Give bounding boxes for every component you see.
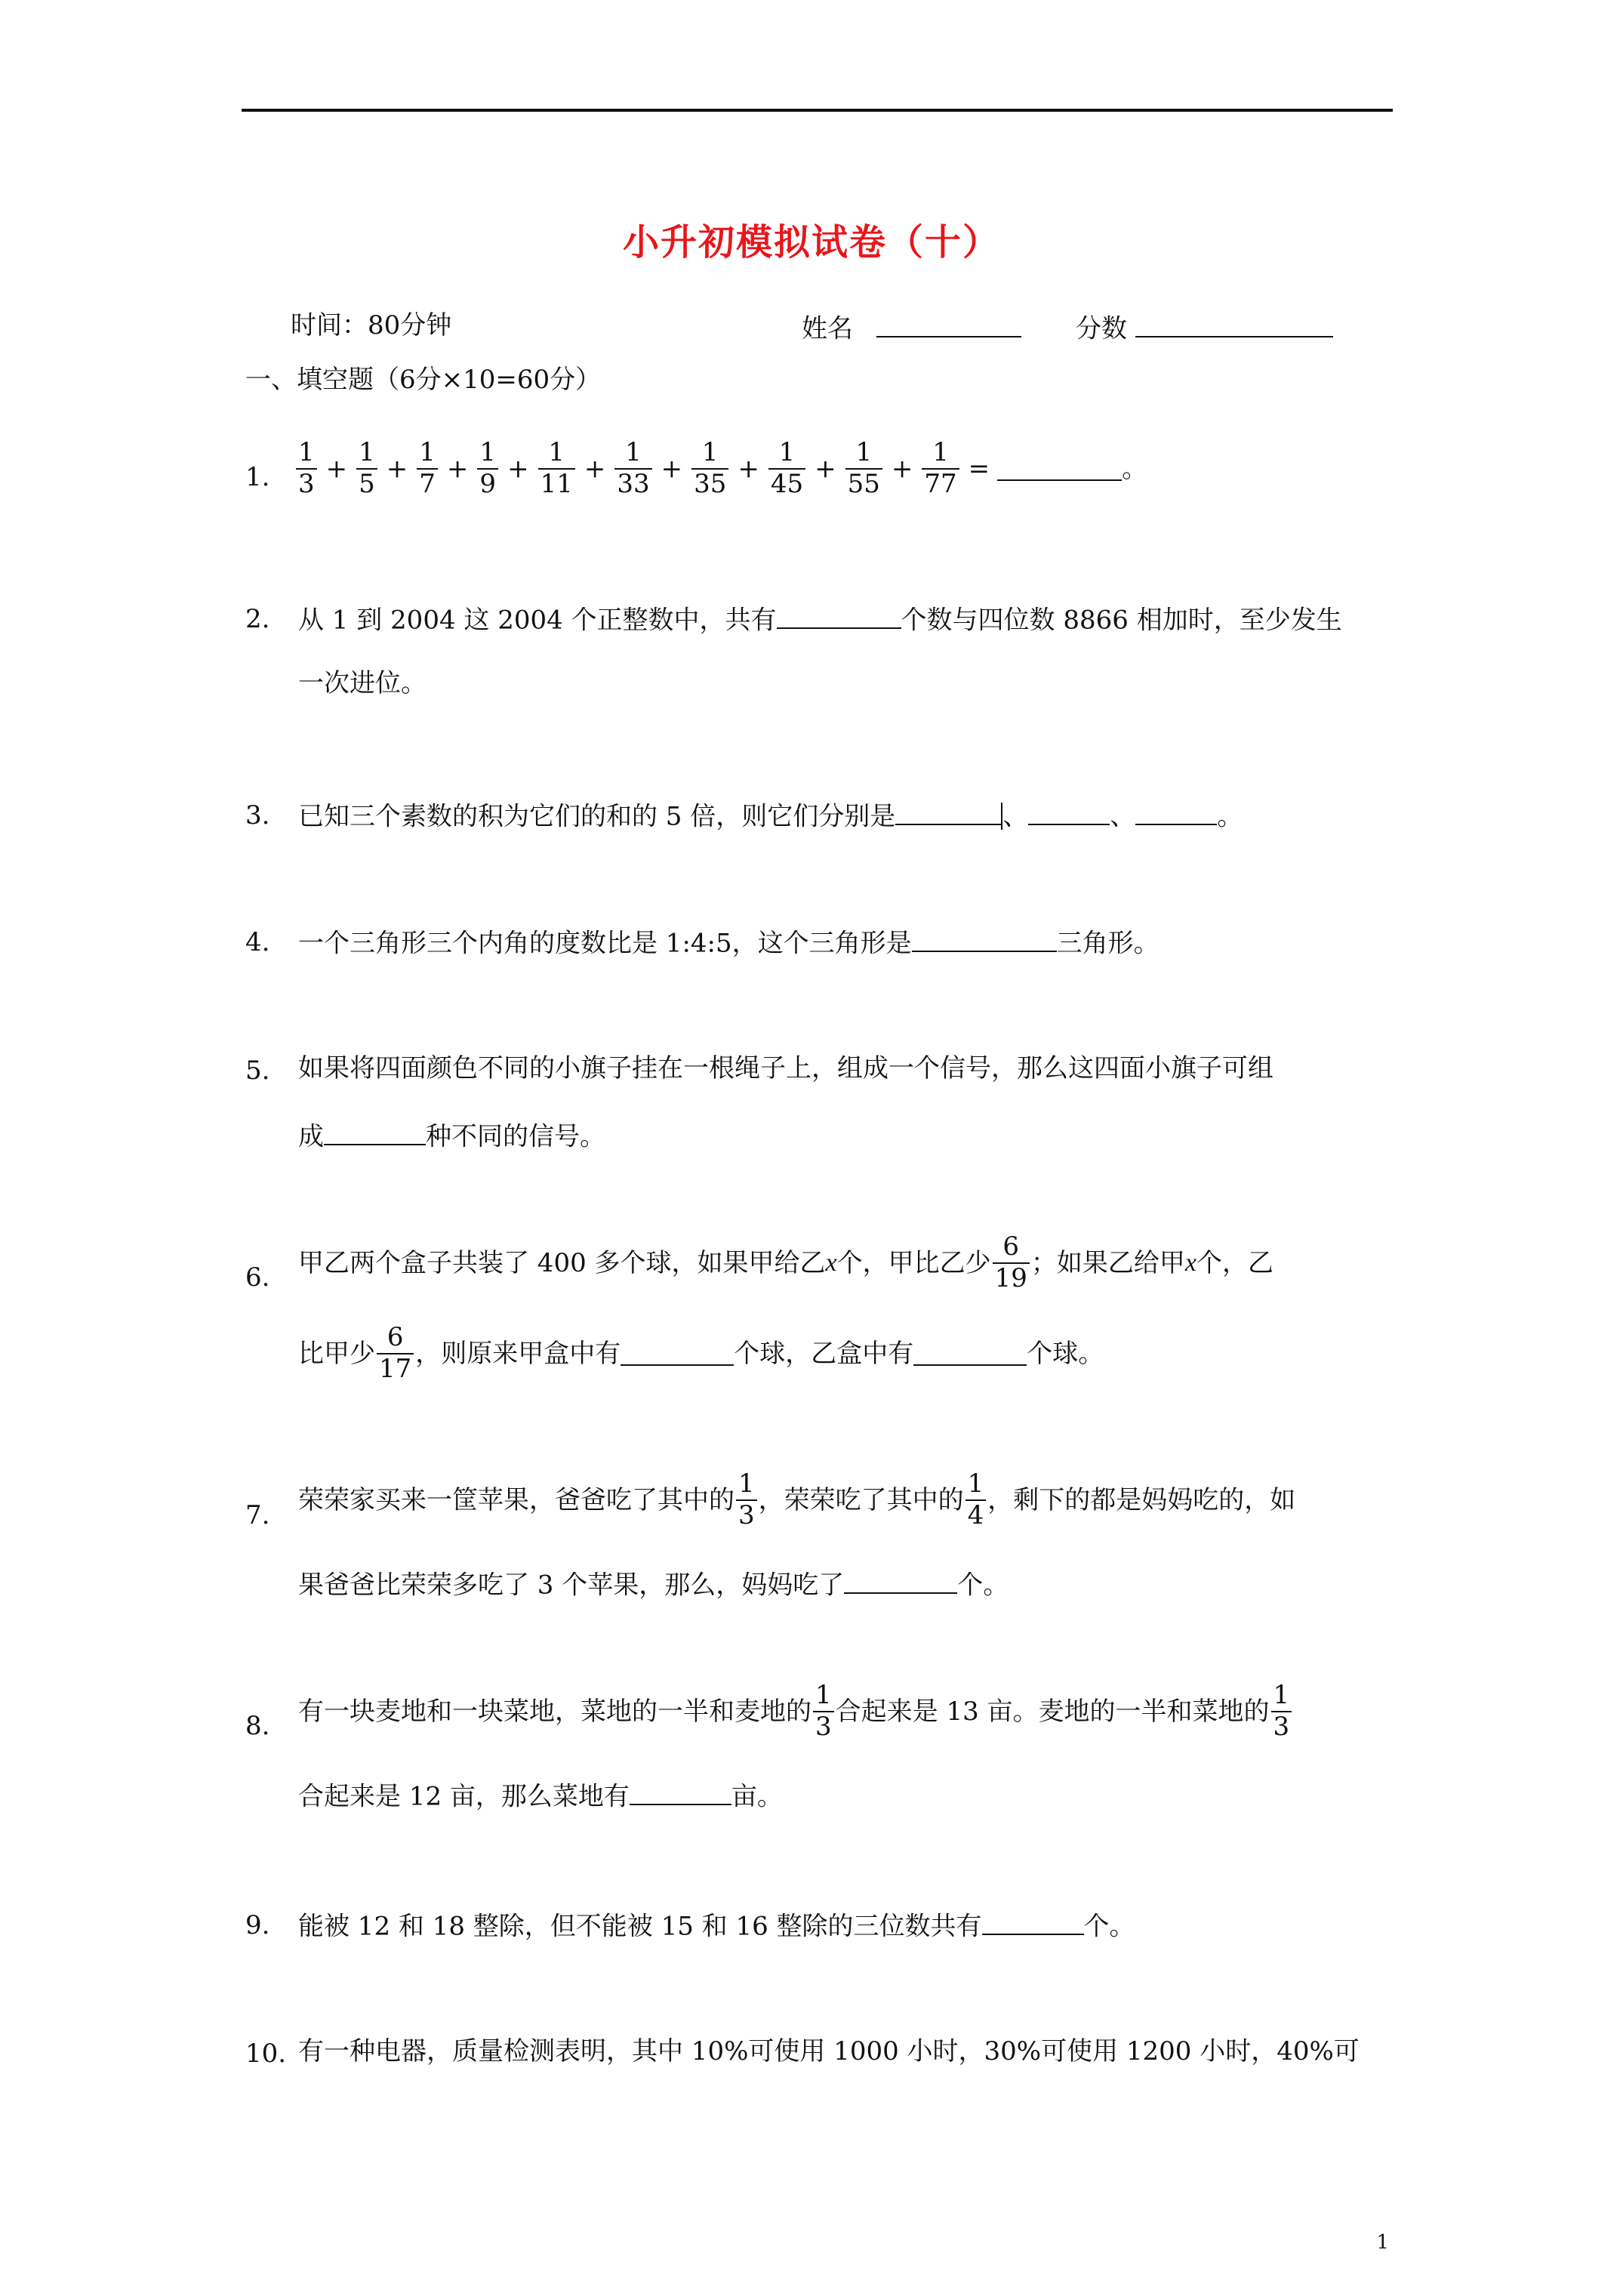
q1-fraction-2: $\frac{1}{5}$	[356, 439, 377, 498]
plus-sign: +	[891, 453, 913, 484]
q3-blank-1	[895, 800, 1001, 825]
q1-fraction-4: $\frac{1}{9}$	[477, 439, 498, 498]
top-rule	[242, 109, 1393, 112]
q6-text-a: 甲乙两个盒子共装了 400 多个球，如果甲给乙	[298, 1248, 826, 1278]
q4-number: 4.	[245, 927, 270, 957]
q8-line2	[298, 1780, 783, 1810]
q4-line	[298, 927, 1160, 957]
q8-line1	[298, 1678, 1293, 1746]
equals-sign: =	[968, 453, 990, 484]
q6-number: 6.	[245, 1262, 270, 1293]
q1-fraction-6: $\frac{1}{33}$	[614, 439, 651, 498]
q7-text-a: 荣荣家买来一筐苹果，爸爸吃了其中的	[298, 1485, 735, 1515]
plus-sign: +	[386, 453, 408, 484]
q6-text-i: 个球。	[1027, 1339, 1104, 1369]
q1-fraction-3: $\frac{1}{7}$	[417, 439, 438, 498]
q3-sep-2: 、	[1110, 801, 1136, 832]
q2-blank	[777, 604, 901, 629]
q7-line2	[298, 1569, 1009, 1601]
plus-sign: +	[661, 453, 683, 484]
q6-text-e: 比甲少	[298, 1339, 375, 1369]
q2-line2: 一次进位。	[298, 668, 427, 698]
q3-blank-3	[1135, 800, 1217, 825]
q8-text-c: 合起来是 12 亩，那么菜地有	[298, 1781, 630, 1812]
q5-text-b: 成	[298, 1121, 324, 1152]
q5-line2	[298, 1120, 605, 1150]
q8-number: 8.	[245, 1711, 270, 1741]
q1-fraction-10: $\frac{1}{77}$	[922, 439, 959, 498]
q5-number: 5.	[245, 1056, 270, 1086]
q9-number: 9.	[245, 1910, 270, 1940]
q10-number: 10.	[245, 2039, 287, 2069]
q8-blank	[630, 1780, 731, 1805]
q6-fraction-1: $\frac{6}{19}$	[993, 1234, 1030, 1292]
q6-text-b: 个，甲比乙少	[836, 1248, 991, 1278]
q6-text-g: ，则原来甲盒中有	[415, 1339, 621, 1369]
q1-fraction-9: $\frac{1}{55}$	[845, 439, 882, 498]
q6-blank-2	[913, 1342, 1027, 1367]
q7-text-b: ，荣荣吃了其中的	[758, 1485, 964, 1515]
section-heading: 一、填空题（6分×10=60分）	[245, 365, 602, 395]
q5-blank	[324, 1120, 426, 1145]
q3-number: 3.	[245, 800, 270, 831]
q4-text-a: 一个三角形三个内角的度数比是 1:4:5，这个三角形是	[298, 928, 912, 959]
q3-blank-2	[1028, 800, 1110, 825]
page-title: 小升初模拟试卷（十）	[622, 221, 1000, 264]
q3-tail: 。	[1217, 801, 1243, 832]
q7-number: 7.	[245, 1500, 270, 1530]
time-label: 时间：80分钟	[291, 310, 452, 341]
q1-fraction-1: $\frac{1}{3}$	[296, 439, 317, 498]
q7-line1	[298, 1466, 1295, 1534]
q6-text-c: ；如果乙给甲	[1030, 1248, 1185, 1278]
q7-text-c: ，剩下的都是妈妈吃的，如	[987, 1485, 1296, 1515]
name-field	[802, 313, 1021, 342]
name-label: 姓名	[802, 313, 853, 344]
q6-var-x: x	[825, 1249, 837, 1277]
q9-blank	[982, 1910, 1084, 1935]
q6-var-x2: x	[1184, 1249, 1196, 1277]
q1-number: 1.	[245, 462, 270, 492]
q1-blank	[997, 456, 1122, 481]
q8-text-d: 亩。	[731, 1781, 783, 1812]
q2-text-b: 个数与四位数 8866 相加时，至少发生	[901, 605, 1342, 636]
q4-blank	[912, 927, 1057, 952]
score-blank	[1135, 313, 1333, 337]
q8-text-a: 有一块麦地和一块菜地，菜地的一半和麦地的	[298, 1697, 812, 1727]
q7-text-d: 果爸爸比荣荣多吃了 3 个苹果，那么，妈妈吃了	[298, 1570, 845, 1601]
q1-tail: 。	[1122, 453, 1148, 484]
q6-line1	[298, 1229, 1273, 1297]
q8-text-b: 合起来是 13 亩。麦地的一半和菜地的	[835, 1697, 1270, 1727]
q6-line2	[298, 1320, 1104, 1388]
plus-sign: +	[738, 453, 759, 484]
q2-line1	[298, 604, 1342, 636]
q6-text-h: 个球，乙盒中有	[734, 1339, 914, 1369]
q1-expression	[294, 439, 1147, 498]
q1-fraction-7: $\frac{1}{35}$	[691, 439, 728, 498]
q5-line1: 如果将四面颜色不同的小旗子挂在一根绳子上，组成一个信号，那么这四面小旗子可组	[298, 1053, 1273, 1083]
plus-sign: +	[446, 453, 469, 484]
plus-sign: +	[815, 453, 836, 484]
q7-fraction-1: $\frac{1}{3}$	[736, 1471, 757, 1529]
plus-sign: +	[584, 453, 606, 484]
plus-sign: +	[507, 453, 529, 484]
q6-blank-1	[621, 1342, 734, 1367]
q9-line	[298, 1910, 1135, 1940]
q9-text-a: 能被 12 和 18 整除，但不能被 15 和 16 整除的三位数共有	[298, 1911, 982, 1942]
q6-text-d: 个，乙	[1196, 1248, 1273, 1278]
q1-fraction-8: $\frac{1}{45}$	[768, 439, 805, 498]
q7-blank	[844, 1569, 957, 1594]
q10-line: 有一种电器，质量检测表明，其中 10%可使用 1000 小时，30%可使用 1200 小时，40%可	[298, 2036, 1360, 2066]
page-number: 1	[1376, 2231, 1389, 2254]
q6-fraction-2: $\frac{6}{17}$	[377, 1324, 414, 1382]
q8-fraction-1: $\frac{1}{3}$	[813, 1682, 834, 1740]
q3-sep-1: 、	[1002, 801, 1029, 832]
q3-text: 已知三个素数的积为它们的和的 5 倍，则它们分别是	[298, 801, 896, 832]
q2-number: 2.	[245, 604, 270, 634]
q7-fraction-2: $\frac{1}{4}$	[965, 1471, 987, 1529]
score-field	[1076, 313, 1333, 342]
q5-text-c: 种不同的信号。	[426, 1121, 605, 1152]
q7-text-e: 个。	[957, 1570, 1009, 1601]
name-blank	[876, 313, 1021, 337]
q3-line	[298, 800, 1243, 830]
plus-sign: +	[325, 453, 348, 484]
score-label: 分数	[1076, 313, 1127, 344]
q1-fraction-5: $\frac{1}{11}$	[538, 439, 575, 498]
q9-text-b: 个。	[1083, 1911, 1135, 1942]
q2-text-a: 从 1 到 2004 这 2004 个正整数中，共有	[298, 605, 777, 636]
q4-text-b: 三角形。	[1056, 928, 1160, 959]
q8-fraction-2: $\frac{1}{3}$	[1271, 1682, 1292, 1740]
